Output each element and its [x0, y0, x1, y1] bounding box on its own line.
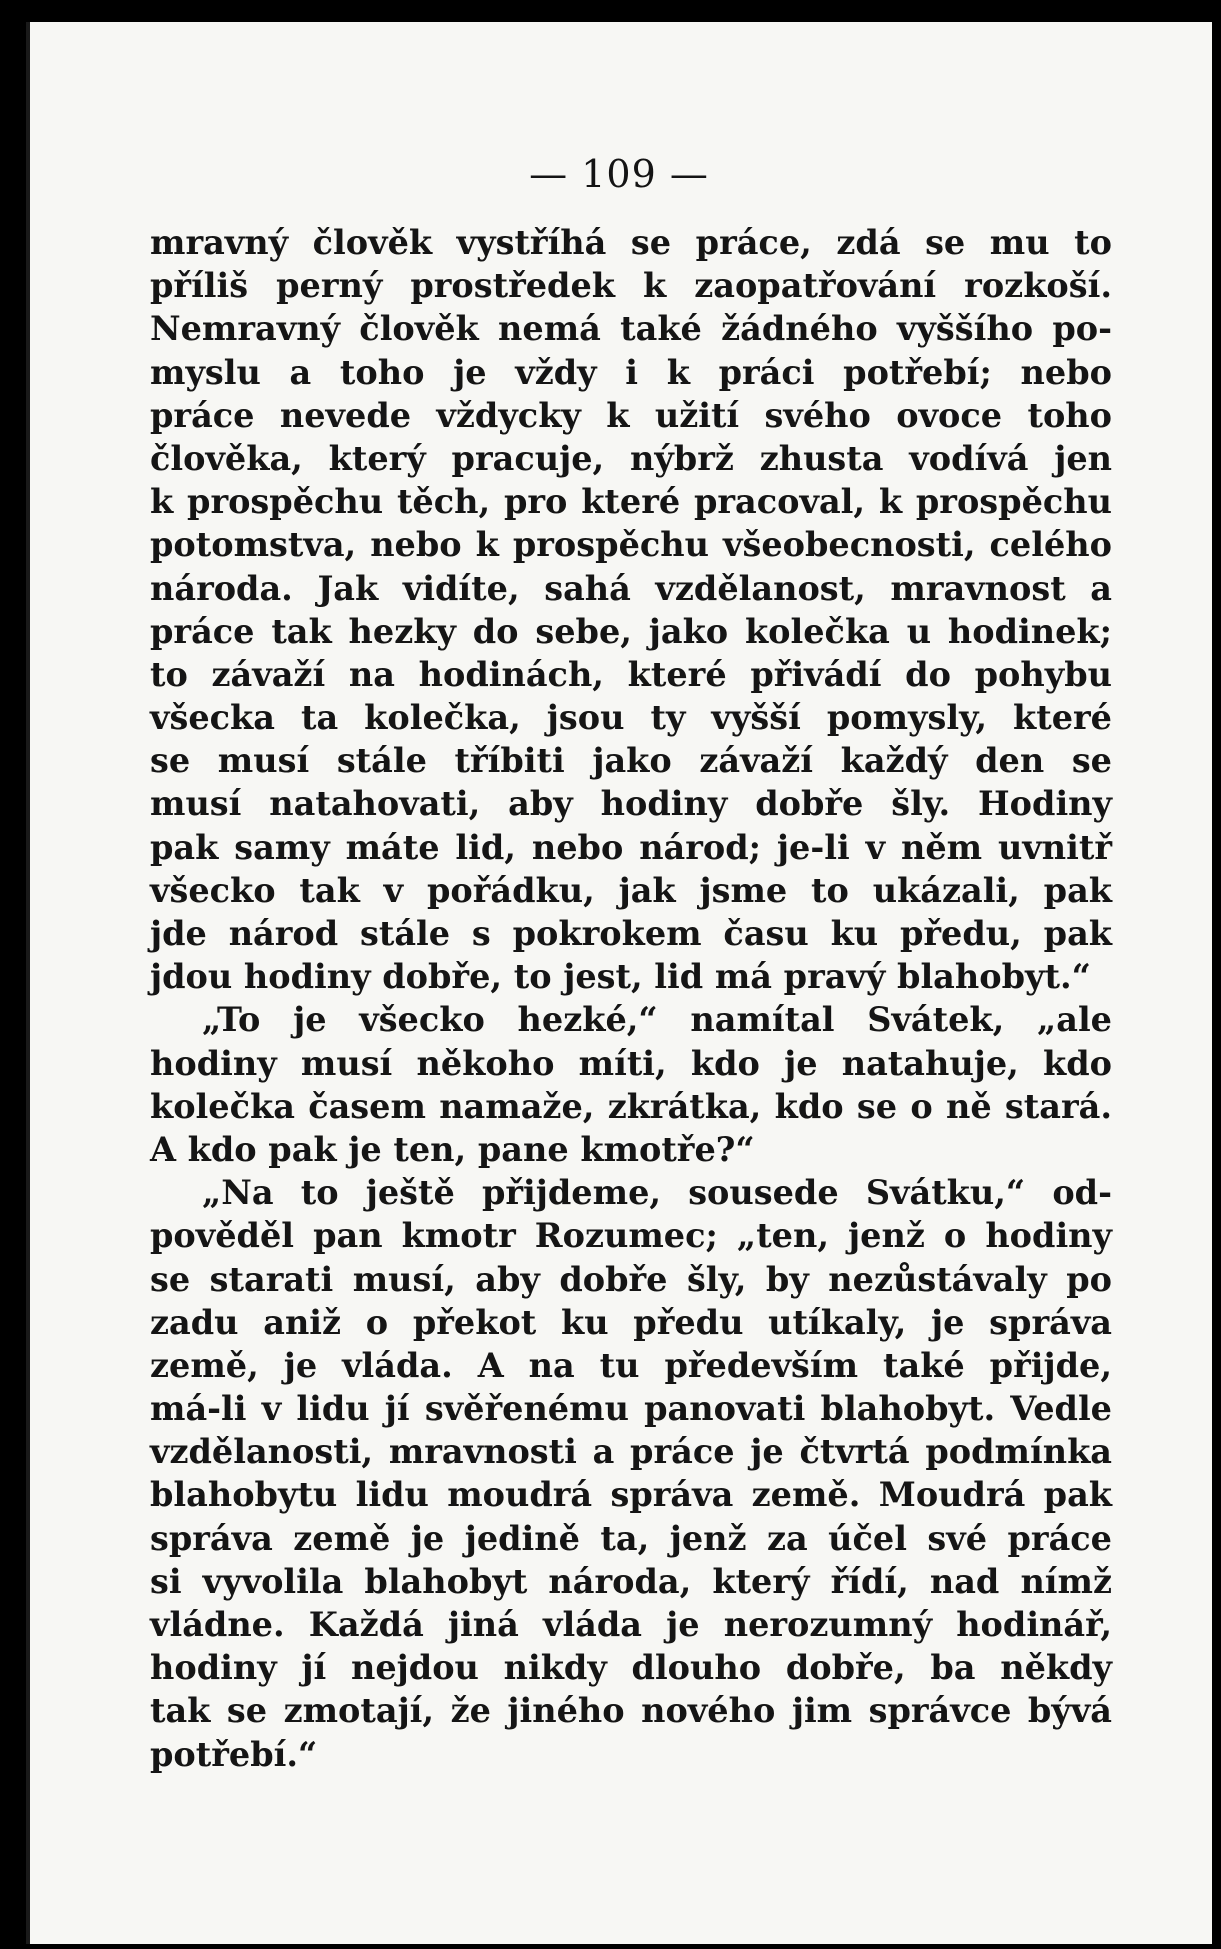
text-line: myslu a toho je vždy i k práci potřebí; nebo	[150, 352, 1112, 392]
text-line: to závaží na hodinách, které přivádí do pohybu	[150, 654, 1112, 694]
text-line: jde národ stále s pokrokem času ku předu, pak	[150, 914, 1112, 953]
page-number: — 109 —	[529, 152, 709, 196]
text-line: vzdělanosti, mravnosti a práce je čtvrtá podmínka	[150, 1432, 1112, 1472]
body-text	[150, 221, 1112, 1776]
text-line: A kdo pak je ten, pane kmotře?“	[150, 1129, 755, 1169]
text-line: jdou hodiny dobře, to jest, lid má pravý blahobyt.“	[150, 957, 1091, 997]
text-line: pověděl pan kmotr Rozumec; „ten, jenž o hodiny	[150, 1216, 1112, 1256]
text-line: potřebí.“	[150, 1734, 318, 1774]
text-line: k prospěchu těch, pro které pracoval, k prospěchu	[150, 482, 1112, 522]
text-line: blahobytu lidu moudrá správa země. Moudrá pak	[150, 1475, 1112, 1515]
text-line: pak samy máte lid, nebo národ; je-li v něm uvnitř	[150, 827, 1112, 867]
text-line: hodiny musí někoho míti, kdo je natahuje, kdo	[150, 1043, 1112, 1083]
text-line: tak se zmotají, že jiného nového jim správce bývá	[150, 1691, 1112, 1731]
text-line: národa. Jak vidíte, sahá vzdělanost, mravnost a	[150, 568, 1112, 608]
text-line: si vyvolila blahobyt národa, který řídí, nad nímž	[150, 1561, 1112, 1601]
text-line: má-li v lidu jí svěřenému panovati blahobyt. Vedle	[150, 1389, 1112, 1429]
text-line: Nemravný člověk nemá také žádného vyššího po-	[150, 309, 1112, 349]
text-line: zadu aniž o překot ku předu utíkaly, je správa	[150, 1302, 1112, 1342]
text-line: se musí stále tříbiti jako závaží každý den se	[150, 741, 1112, 781]
text-line: příliš perný prostředek k zaopatřování rozkoší.	[150, 266, 1112, 306]
text-line: kolečka časem namaže, zkrátka, kdo se o ně stará.	[150, 1086, 1112, 1126]
text-line: všecka ta kolečka, jsou ty vyšší pomysly, které	[150, 698, 1112, 738]
text-line: potomstva, nebo k prospěchu všeobecnosti, celého	[150, 525, 1112, 565]
page-edge-rule	[26, 22, 30, 1944]
text-line: se starati musí, aby dobře šly, by nezůstávaly po	[150, 1259, 1112, 1299]
text-line: všecko tak v pořádku, jak jsme to ukázali, pak	[150, 870, 1112, 910]
text-line: vládne. Každá jiná vláda je nerozumný hodinář,	[150, 1605, 1112, 1644]
text-line: správa země je jedině ta, jenž za účel své práce	[150, 1518, 1112, 1558]
text-line: práce tak hezky do sebe, jako kolečka u hodinek;	[150, 611, 1112, 651]
text-line: země, je vláda. A na tu především také přijde,	[150, 1345, 1112, 1385]
text-line: člověka, který pracuje, nýbrž zhusta vodívá jen	[150, 438, 1112, 478]
text-line: mravný člověk vystříhá se práce, zdá se mu to	[150, 223, 1112, 262]
text-line: „Na to ještě přijdeme, sousede Svátku,“ od-	[202, 1173, 1112, 1213]
text-line: musí natahovati, aby hodiny dobře šly. Hodiny	[150, 784, 1112, 824]
book-page	[26, 22, 1212, 1944]
text-line: „To je všecko hezké,“ namítal Svátek, „ale	[202, 1000, 1112, 1040]
text-line: práce nevede vždycky k užití svého ovoce toho	[150, 395, 1112, 435]
text-line: hodiny jí nejdou nikdy dlouho dobře, ba někdy	[150, 1648, 1112, 1688]
